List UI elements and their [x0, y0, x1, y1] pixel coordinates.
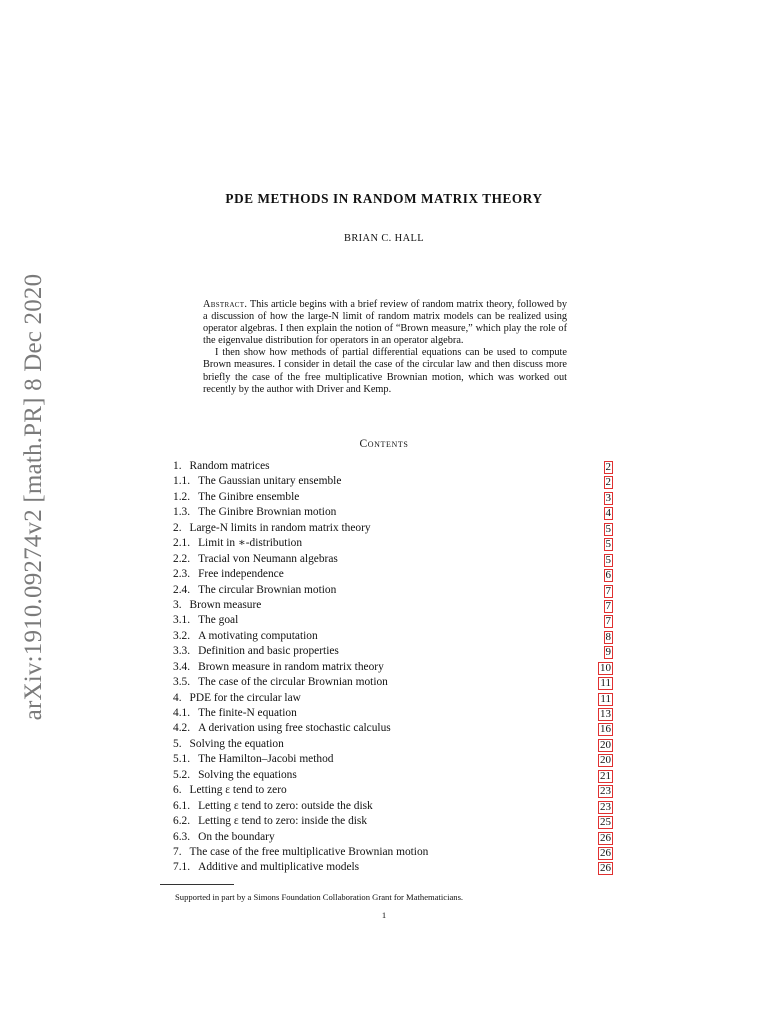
toc-entry[interactable]	[173, 675, 613, 690]
toc-page-link[interactable]: 2	[605, 476, 611, 489]
toc-entry[interactable]	[173, 845, 613, 860]
toc-entry-number: 1.1.	[173, 475, 191, 488]
toc-entry-number: 1.	[173, 460, 182, 472]
toc-entry[interactable]	[173, 768, 613, 783]
toc-entry-number: 2.3.	[173, 568, 191, 581]
abstract-paragraph-2: I then show how methods of partial differential equations can be used to compute Brown measures. I consider in detail the case of the circular law and then discuss more briefly the case of the free multiplicative Brownian motion, which was worked out recently by the author with Driver and Kemp.	[203, 347, 567, 395]
toc-page-link[interactable]: 7	[605, 615, 611, 628]
toc-page-link[interactable]: 5	[605, 538, 611, 551]
toc-entry-title: Solving the equations	[198, 768, 297, 781]
contents-heading: Contents	[359, 438, 409, 450]
table-of-contents	[173, 459, 613, 876]
toc-entry-number: 6.1.	[173, 799, 191, 812]
toc-entry[interactable]	[173, 799, 613, 814]
toc-entry[interactable]	[173, 459, 613, 474]
toc-page-link[interactable]: 26	[600, 831, 611, 844]
abstract-label: Abstract.	[203, 299, 248, 310]
toc-entry-title: Limit in ∗-distribution	[198, 537, 303, 550]
toc-entry-number: 5.1.	[173, 753, 191, 766]
toc-entry-number: 4.1.	[173, 707, 191, 719]
toc-entry-number: 2.	[173, 521, 182, 534]
footnote-divider	[160, 884, 234, 885]
toc-entry[interactable]	[173, 598, 613, 613]
toc-entry-number: 2.2.	[173, 552, 191, 565]
toc-entry-title: Letting ε tend to zero	[189, 784, 287, 797]
toc-entry-number: 4.2.	[173, 722, 191, 735]
toc-entry[interactable]	[173, 505, 613, 520]
toc-page-link[interactable]: 21	[600, 769, 611, 782]
toc-entry-title: Letting ε tend to zero: inside the disk	[198, 815, 368, 828]
toc-entry[interactable]	[173, 583, 613, 598]
paper-title: PDE METHODS IN RANDOM MATRIX THEORY	[225, 191, 543, 206]
toc-entry-number: 3.3.	[173, 645, 191, 658]
toc-entry-number: 3.1.	[173, 614, 191, 627]
toc-entry-number: 4.	[173, 691, 182, 704]
toc-entry[interactable]	[173, 721, 613, 736]
toc-entry-number: 3.4.	[173, 660, 191, 673]
toc-entry-number: 5.2.	[173, 768, 191, 781]
toc-entry[interactable]	[173, 660, 613, 675]
toc-entry-title: Brown measure	[189, 598, 262, 611]
toc-entry-number: 1.3.	[173, 506, 191, 519]
toc-page-link[interactable]: 5	[605, 522, 611, 535]
toc-entry-title: The goal	[198, 614, 239, 627]
toc-page-link[interactable]: 7	[605, 599, 611, 612]
toc-page-link[interactable]: 25	[600, 816, 611, 829]
toc-entry[interactable]	[173, 691, 613, 706]
toc-entry-title: On the boundary	[198, 830, 275, 843]
toc-entry-number: 6.3.	[173, 830, 191, 843]
toc-entry[interactable]	[173, 783, 613, 798]
toc-entry[interactable]	[173, 752, 613, 767]
toc-entry-number: 3.2.	[173, 629, 191, 642]
toc-page-link[interactable]: 20	[600, 738, 611, 751]
toc-entry-title: Brown measure in random matrix theory	[198, 660, 384, 673]
toc-page-link[interactable]: 3	[605, 491, 611, 504]
toc-entry-title: Tracial von Neumann algebras	[198, 552, 338, 565]
toc-entry-number: 7.1.	[173, 861, 191, 874]
toc-entry-title: The Hamilton–Jacobi method	[198, 753, 334, 766]
toc-page-link[interactable]: 10	[600, 661, 611, 674]
toc-page-link[interactable]: 20	[600, 754, 611, 767]
toc-entry-title: Definition and basic properties	[198, 645, 339, 658]
toc-entry[interactable]	[173, 706, 613, 721]
toc-entry-number: 6.2.	[173, 815, 191, 828]
toc-entry[interactable]	[173, 629, 613, 644]
toc-entry-title: Letting ε tend to zero: outside the disk	[198, 799, 373, 812]
toc-entry[interactable]	[173, 613, 613, 628]
toc-page-link[interactable]: 5	[605, 553, 611, 566]
abstract-text-1: This article begins with a brief review of random matrix theory, followed by a discussion of how the large-N limit of random matrix models can be realized using operator algebras. I then explain the notion of “Brown measure,” which play the role of the eigenvalue distribution for operators in an operator algebra.	[203, 299, 567, 347]
toc-page-link[interactable]: 6	[605, 569, 611, 582]
toc-entry-title: PDE for the circular law	[189, 691, 301, 704]
toc-entry-number: 5.	[173, 737, 182, 750]
toc-page-link[interactable]: 7	[605, 584, 611, 597]
toc-page-link[interactable]: 16	[600, 723, 611, 736]
toc-entry[interactable]	[173, 567, 613, 582]
arxiv-identifier-text: arXiv:1910.09274v2 [math.PR] 8 Dec 2020	[20, 273, 47, 721]
toc-entry-number: 1.2.	[173, 490, 191, 503]
toc-entry-number: 2.1.	[173, 537, 191, 550]
toc-entry[interactable]	[173, 860, 613, 875]
toc-page-link[interactable]: 26	[600, 862, 611, 875]
toc-entry-title: Additive and multiplicative models	[198, 861, 360, 874]
paper-author: BRIAN C. HALL	[344, 233, 424, 244]
toc-entry-title: A derivation using free stochastic calculus	[198, 722, 391, 735]
toc-entry[interactable]	[173, 474, 613, 489]
toc-entry-title: The case of the free multiplicative Brownian motion	[189, 845, 429, 858]
toc-page-link[interactable]: 4	[605, 507, 611, 520]
page-number: 1	[381, 910, 387, 920]
toc-page-link[interactable]: 11	[600, 677, 611, 690]
toc-entry[interactable]	[173, 521, 613, 536]
toc-entry[interactable]	[173, 814, 613, 829]
toc-entry-number: 6.	[173, 784, 182, 797]
toc-page-link[interactable]: 9	[605, 646, 611, 659]
toc-page-link[interactable]: 2	[605, 461, 611, 473]
toc-entry-number: 2.4.	[173, 583, 191, 596]
toc-entry-title: Solving the equation	[189, 737, 284, 750]
toc-entry-title: The Ginibre Brownian motion	[198, 506, 337, 519]
toc-entry[interactable]	[173, 552, 613, 567]
toc-page-link[interactable]: 8	[605, 630, 611, 643]
toc-entry-title: The finite-N equation	[198, 707, 297, 719]
toc-page-link[interactable]: 11	[600, 692, 611, 705]
toc-entry-title: Large-N limits in random matrix theory	[189, 521, 371, 534]
toc-entry-title: The circular Brownian motion	[198, 583, 337, 596]
abstract	[203, 299, 567, 396]
toc-page-link[interactable]: 13	[600, 708, 611, 720]
toc-entry[interactable]	[173, 644, 613, 659]
abstract-paragraph-1	[203, 299, 567, 347]
toc-entry[interactable]	[173, 737, 613, 752]
toc-entry-title: The Gaussian unitary ensemble	[198, 475, 342, 488]
toc-entry-title: The Ginibre ensemble	[198, 490, 300, 503]
toc-entry-number: 7.	[173, 845, 182, 858]
footnote: Supported in part by a Simons Foundation Collaboration Grant for Mathematicians.	[175, 892, 464, 902]
toc-page-link[interactable]: 23	[600, 785, 611, 798]
arxiv-side-identifier	[12, 262, 56, 732]
toc-page-link[interactable]: 26	[600, 846, 611, 859]
toc-page-link[interactable]: 23	[600, 800, 611, 813]
toc-entry[interactable]	[173, 490, 613, 505]
toc-entry[interactable]	[173, 536, 613, 551]
toc-entry-number: 3.	[173, 598, 182, 611]
toc-entry-title: Random matrices	[189, 460, 270, 472]
toc-entry-number: 3.5.	[173, 676, 191, 689]
toc-entry[interactable]	[173, 830, 613, 845]
toc-entry-title: The case of the circular Brownian motion	[198, 676, 388, 689]
toc-entry-title: Free independence	[198, 568, 284, 581]
toc-entry-title: A motivating computation	[198, 629, 318, 642]
